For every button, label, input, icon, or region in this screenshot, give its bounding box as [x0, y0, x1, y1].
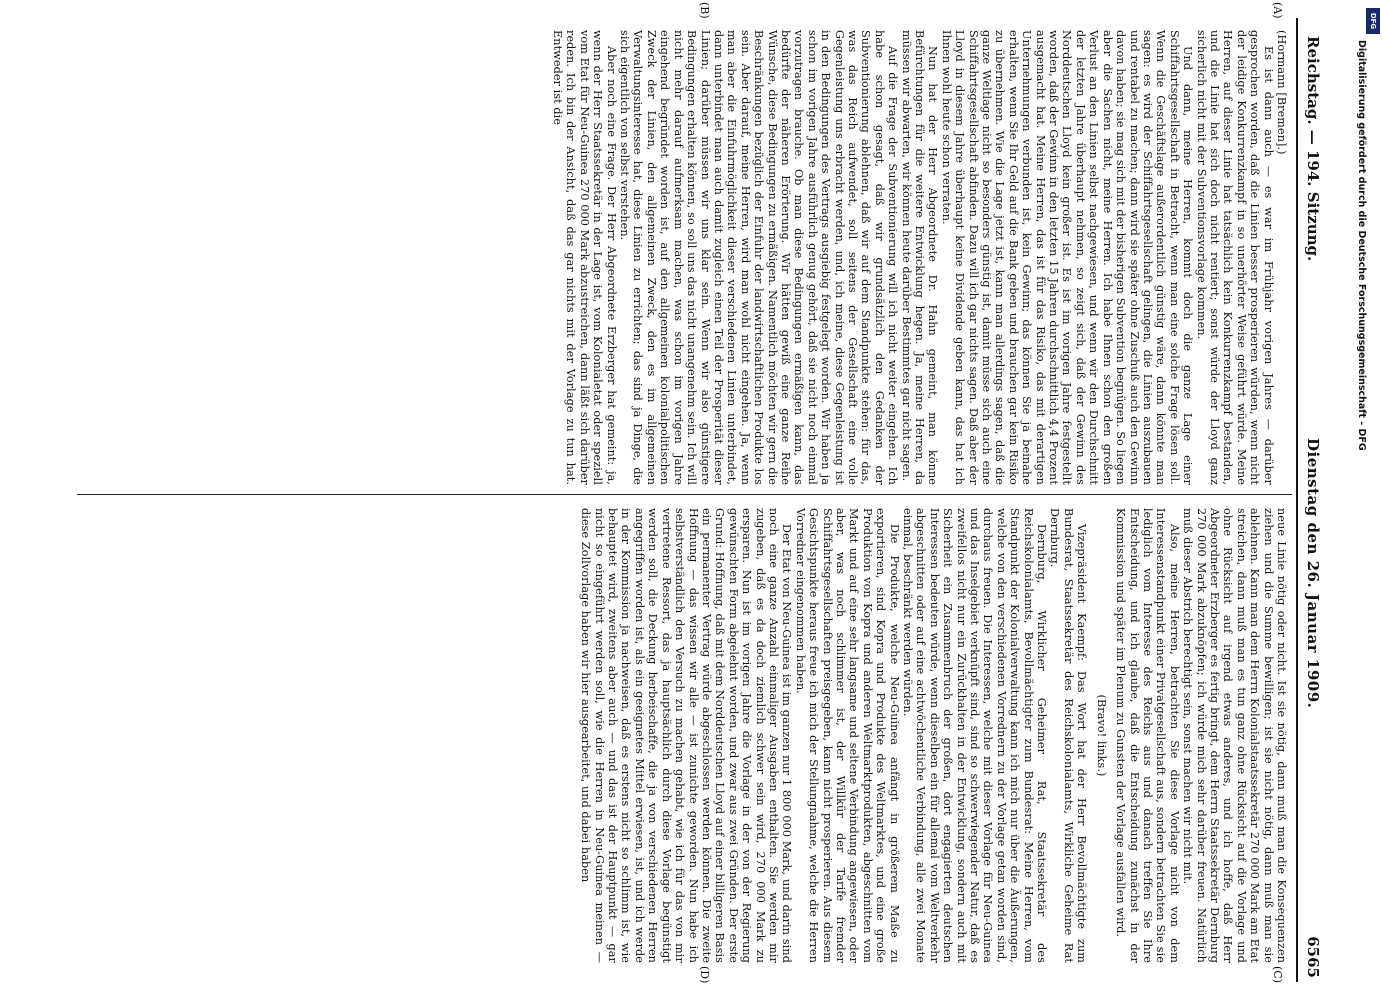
column-divider [77, 494, 1292, 495]
left-column [551, 30, 1288, 485]
page-number: 6565 [1304, 936, 1322, 978]
paragraph: Vizepräsident Kaempf: Das Wort hat der Herr Bevollmächtigte zum Bundesrat, Staatssekretär des Reichskolonialamts, Wirkliche Geheime Rat Dernburg. [1048, 508, 1089, 963]
paragraph: neue Linie nötig oder nicht. Ist sie nötig, dann muß man die Konsequenzen ziehen und die Summe bewilligen; ist sie nicht nötig, dann muß man sie ablehnen. Kann man dem Herrn Kolonialstaatssekretär 270 000 Mark am Etat streichen, dann muß man es tun ganz ohne Rücksicht auf die Vorlage und ohne Rücksicht auf irgend etwas anderes, und ich hoffe, daß Herr Abgeordneter Erzberger es fertig bringt, dem Herrn Staatssekretär Dernburg 270 000 Mark abzuknöpfen; ich würde mich sehr darüber freuen. Natürlich muß dieser Abstrich berechtigt sein, sonst machen wir nicht mit. [1181, 508, 1288, 963]
paragraph: Es ist dann auch — es war im Frühjahr vorigen Jahres — darüber gesprochen worden, daß die Linien besser prosperieren würden, wenn nicht der leidige Konkurrenzkampf in so unerhörter Weise geführt würde. Meine Herren, auf dieser Linie hat tatsächlich kein Konkurrenzkampf bestanden, und die Linie hat sich doch nicht rentiert; sonst würde der Lloyd ganz sicherlich nicht mit der Subventionsvorlage kommen. [1194, 30, 1275, 485]
header-session: Reichstag. — 194. Sitzung. [1304, 36, 1322, 262]
paragraph: Die Produkte, welche Neu-Guinea anfängt in größerem Maße zu exportieren, sind Kopra und Produkte des Weltmarktes, und eine große Produktion von Kopra und anderen Weltmarktprodukten, abgeschnitten vom Markt und auf eine sehr langsame und seltene Verbindung angewiesen, oder aber, was noch schlimmer ist, der Willkür der Tarife fremder Schiffahrtsgesellschaften preisgegeben, kann nicht prosperieren. Aus diesem Gesichtspunkte heraus freue ich mich der Stellungnahme, welche die Herren Vorredner eingenommen haben. [793, 508, 901, 963]
paragraph: Auf die Frage der Subventionierung will ich nicht weiter eingehen. Ich habe schon gesagt, daß wir grundsätzlich den Gedanken der Subventionierung ablehnen, daß wir auf dem Standpunkte stehen: für das, was das Reich aufwendet, soll seitens der Gesellschaft eine volle Gegenleistung uns erbracht werden, und, ich meine, diese Gegenleistung ist in den Bedingungen des Vertrags ausgiebig festgelegt worden. Wir haben ja schon im vorigen Jahre ausführlich genug gehört, daß sie nicht noch einmal vorzutragen brauche. Ob man diese Bedingungen ermäßigen kann, das bedürfte der näheren Erörterung. Wir hätten gewiß eine ganze Reihe Wünsche, diese Bedingungen zu ermäßigen. Namentlich möchten wir gern die Beschränkungen bezüglich der Einfuhr der landwirtschaftlichen Produkte los sein. Aber darauf, meine Herren, wird man wohl nicht eingehen. Ja, wenn man aber die Einfuhrmöglichkeit dieser verschiedenen Linien unterbindet, dann unterbindet man auch damit zugleich einen Teil der Prosperität dieser Linien; darüber müssen wir uns klar sein. Wenn wir also günstigere Bedingungen erhalten können, so soll uns das nicht unangenehm sein. Ich will nicht mehr darauf aufmerksam machen, was schon im vorigen Jahre eingehend begründet worden ist, auf den allgemeinen kolonialpolitischen Zweck der Linien, den allgemeinen Zweck, den es im allgemeinen Verwaltungsinteresse hat, diese Linien zu errichten; das sind ja Dinge, die sich eigentlich von selbst verstehen. [618, 30, 900, 485]
dfg-logo: DFG [1366, 8, 1380, 34]
paragraph: Dernburg, Wirklicher Geheimer Rat, Staatssekretär des Reichskolonialamts, Bevollmächtigter zum Bundesrat: Meine Herren, vom Standpunkt der Kolonialverwaltung kann ich mich nur über die Äußerungen, welche von den verschiedenen Vorrednern zu der Vorlage getan worden sind, durchaus freuen. Die Interessen, welche mit dieser Vorlage für Neu-Guinea und das Inselgebiet verknüpft sind, sind so schwerwiegender Natur, daß es zweifellos nicht nur ein Zurückhalten in der Entwicklung, sondern auch mit Sicherheit ein Zusammenbruch der großen, dort engagierten deutschen Interessen bedeuten würde, wenn dieselben ein für allemal vom Weltverkehr abgeschnitten oder auf eine achtwöchentliche Verbindung, alle zwei Monate einmal, beschränkt werden würden. [901, 508, 1049, 963]
rotated-page [40, 0, 1330, 1000]
paragraph: Also, meine Herren, betrachten Sie diese Vorlage nicht von dem Interessenstandpunkt einer Privatgesellschaft aus, sondern betrachten Sie sie lediglich vom Interesse des Reichs aus und danach treffen Sie Ihre Entscheidung, und ich glaube, daß die Entscheidung zunächst in der Kommission und später im Plenum zu Gunsten der Vorlage ausfallen wird. [1114, 508, 1181, 963]
speaker-continuation: (Hormann [Bremen].) [1275, 30, 1288, 155]
margin-mark-d: (D) [698, 966, 711, 984]
margin-mark-b: (B) [698, 2, 711, 19]
paragraph: Und dann, meine Herren, kommt doch die ganze Lage einer Schiffahrtsgesellschaft in Betracht, wenn man eine solche Frage lösen soll. Wenn die Geschäftslage außerordentlich günstig wäre, dann könnte man sagen: es wird der Schiffahrtsgesellschaft gelingen, die Linien auszubauen und rentabel zu machen; dann wird sie später ohne Zuschuß auch den Gewinn davon haben; sie mag sich mit der bisherigen Subvention begnügen. So liegen aber die Sachen nicht, meine Herren. Ich habe Ihnen schon den großen Verlust an den Linien selbst nachgewiesen, und wenn wir den Durchschnitt der letzten Jahre überhaupt nehmen, so zeigt sich, daß der Gewinn des Norddeutschen Lloyd kein großer ist. Es ist im vorigen Jahre festgestellt worden, daß der Gewinn in den letzten 15 Jahren durchschnittlich 4,4 Prozent ausgemacht hat. Meine Herren, das ist für das Risiko, das mit derartigen Unternehmungen verbunden ist, kein Gewinn; das können Sie ja beinahe erhalten, wenn Sie Ihr Geld auf die Bank geben und brauchen gar kein Risiko zu übernehmen. Wie die Lage jetzt ist, kann man allerdings sagen, daß die ganze Weltlage nicht so besonders günstig ist, damit müsse sich auch eine Schiffahrtsgesellschaft abfinden. Dazu will ich gar nichts sagen. Daß aber der Lloyd in diesem Jahre überhaupt keine Dividende geben kann, das hat ich Ihnen wohl heute schon verraten. [939, 30, 1195, 485]
text-columns [56, 2, 1296, 984]
paragraph: Aber noch eine Frage. Der Herr Abgeordnete Erzberger hat gemeint: ja, wenn der Herr Staatssekretär in der Lage ist, vom Kolonialetat oder speziell vom Etat für Neu-Guinea 270 000 Mark abzustreichen, dann läßt sich darüber reden. Ich bin der Ansicht, daß das gar nichts mit der Vorlage zu tun hat. Entweder ist die [551, 30, 618, 485]
page-header [1296, 18, 1324, 982]
applause-note: (Bravo! links.) [1094, 694, 1108, 777]
paragraph: Nun hat der Herr Abgeordnete Dr. Hahn gemeint, man könne Befürchtungen für die weitere Entwicklung hegen. Ja, meine Herren, da müssen wir abwarten, wir können heute darüber Bestimmtes gar nicht sagen. [899, 30, 940, 485]
right-column [579, 508, 1288, 963]
digitization-credit: Digitalisierung gefördert durch die Deutsche Forschungsgemeinschaft - DFG [1356, 40, 1367, 451]
margin-mark-c: (C) [1271, 966, 1284, 983]
margin-mark-a: (A) [1271, 2, 1284, 19]
paragraph: Der Etat von Neu-Guinea ist im ganzen nur 1 800 000 Mark, und darin sind noch eine ganze Anzahl einmaliger Ausgaben enthalten. Sie werden mir zugeben, daß es da doch ziemlich schwer sein wird, 270 000 Mark zu ersparen. Nun ist im vorigen Jahre die Vorlage in der von der Regierung gewünschten Form abgelehnt worden, und zwar aus zwei Gründen. Der erste Grund: Hoffnung, daß mit dem Norddeutschen Lloyd auf einer billigeren Basis ein permanenter Vertrag würde abgeschlossen werden können. Die zweite Hoffnung — das wissen wir alle — ist zunichte geworden. Nun habe ich selbstverständlich den Versuch zu machen gehabt, wie ich für das von mir vertretene Ressort, das ja hauptsächlich durch diese Vorlage begünstigt werden soll, die Deckung herbeischaffe, die ja von verschiedenen Herren angegriffen worden ist, als ein geeignetes Mittel erwiesen, ist, und ich werde in der Kommission ja nachweisen, daß es erstens nicht so schlimm ist, wie behauptet wird, zweitens aber auch — und das ist der Hauptpunkt — gar nicht so eingeführt werden soll, wie die Herren in Neu-Guinea meinen — diese Zollvorlage haben wir hier ausgearbeitet, und dabei haben [579, 508, 794, 963]
header-date: Dienstag den 26. Januar 1909. [1304, 438, 1322, 709]
